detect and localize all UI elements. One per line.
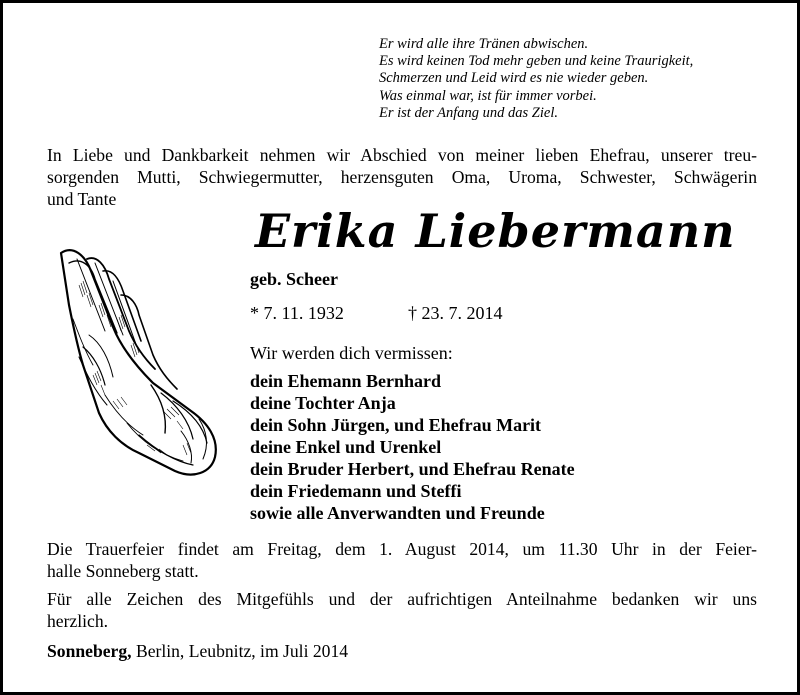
closing-line — [47, 641, 348, 662]
poem-line: Schmerzen und Leid wird es nie wieder geben. — [379, 70, 649, 87]
poem-line: Er wird alle ihre Tränen abwischen. — [379, 36, 589, 52]
funeral-paragraph — [47, 538, 757, 582]
mourner: sowie alle Anverwandten und Freunde — [250, 503, 545, 523]
funeral-line: halle Sonneberg statt. — [47, 561, 199, 581]
thanks-paragraph — [47, 588, 757, 632]
thanks-line: herzlich. — [47, 611, 109, 631]
intro-line: sorgenden Mutti, Schwiegermutter, herzensguten Oma, Uroma, Schwester, Schwägerin — [47, 167, 757, 187]
maiden-name: geb. Scheer — [250, 269, 338, 289]
poem — [379, 36, 693, 122]
mourner: dein Sohn Jürgen, und Ehefrau Marit — [250, 415, 542, 435]
mourner: deine Enkel und Urenkel — [250, 437, 442, 457]
intro-line: und Tante — [47, 189, 117, 209]
mourner: deine Tochter Anja — [250, 393, 396, 413]
mourners-list — [250, 370, 575, 524]
death-date: † 23. 7. 2014 — [408, 303, 503, 323]
closing-rest: Berlin, Leubnitz, im Juli 2014 — [131, 641, 349, 661]
intro-paragraph — [47, 144, 757, 210]
mourner: dein Ehemann Bernhard — [250, 371, 442, 391]
intro-line: In Liebe und Dankbarkeit nehmen wir Abschied von meiner lieben Ehefrau, unserer treu- — [47, 145, 757, 165]
mourners-intro: Wir werden dich vermissen: — [250, 343, 453, 363]
birth-date: * 7. 11. 1932 — [250, 303, 344, 323]
mourner: dein Friedemann und Steffi — [250, 481, 462, 501]
poem-line: Es wird keinen Tod mehr geben und keine Traurigkeit, — [379, 53, 694, 70]
poem-line: Was einmal war, ist für immer vorbei. — [379, 87, 597, 104]
poem-line: Er ist der Anfang und das Ziel. — [379, 104, 558, 121]
praying-hands-icon — [43, 235, 233, 485]
deceased-name: Erika Liebermann — [255, 204, 736, 258]
mourner: dein Bruder Herbert, und Ehefrau Renate — [250, 459, 575, 479]
closing-place: Sonneberg, — [47, 641, 132, 661]
funeral-line: Die Trauerfeier findet am Freitag, dem 1. August 2014, um 11.30 Uhr in der Feier- — [47, 539, 757, 559]
thanks-line: Für alle Zeichen des Mitgefühls und der aufrichtigen Anteilnahme bedanken wir uns — [47, 589, 757, 609]
